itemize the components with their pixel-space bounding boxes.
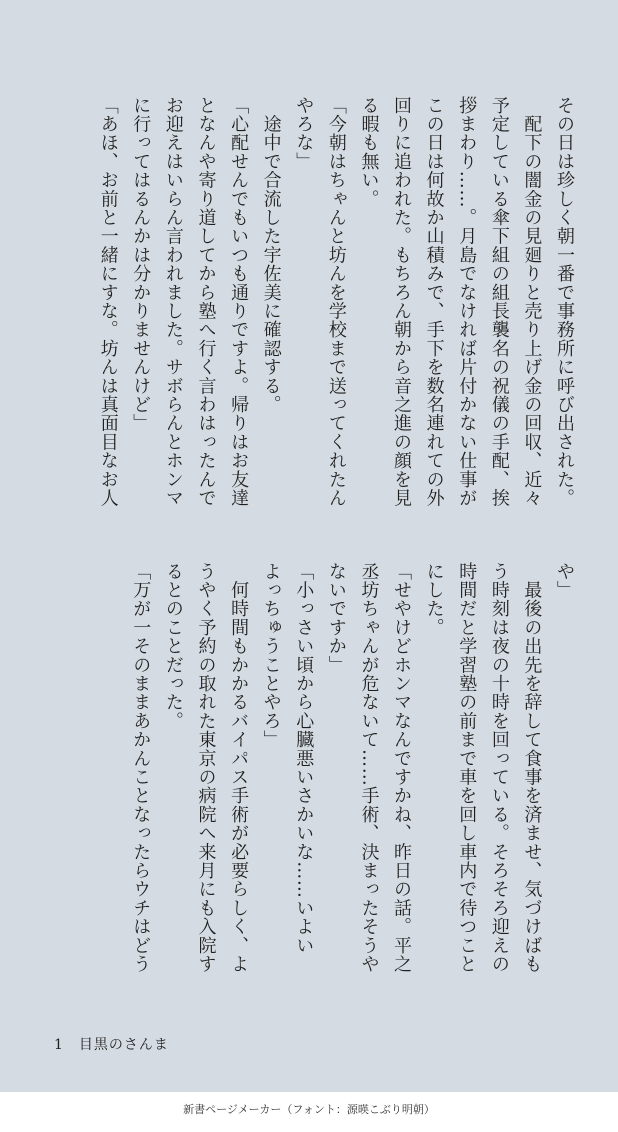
text-column: 拶まわり……。月島でなければ片付かない仕事が bbox=[456, 96, 478, 508]
text-column: 何時間もかかるバイパス手術が必要らしく、よ bbox=[228, 562, 250, 974]
footer-credit: 新書ページメーカー（フォント：源暎こぶり明朝） bbox=[183, 1103, 435, 1116]
text-column: 「あほ、お前と一緒にすな。坊んは真面目なお人 bbox=[97, 96, 119, 508]
text-column: 「心配せんでもいつも通りですよ。帰りはお友達 bbox=[228, 96, 250, 508]
text-column: 「今朝はちゃんと坊んを学校まで送ってくれたん bbox=[325, 96, 347, 508]
text-block-lower bbox=[124, 562, 580, 1012]
text-column: 回りに追われた。もちろん朝から音之進の顔を見 bbox=[391, 96, 413, 508]
text-column: 最後の出先を辞して食事を済ませ、気づけばも bbox=[521, 562, 543, 974]
text-column: 時間だと学習塾の前まで車を回し車内で待つこと bbox=[456, 562, 478, 974]
text-column: るとのことだった。 bbox=[162, 562, 184, 731]
text-column: 丞坊ちゃんが危ないて……手術、決まったそうや bbox=[358, 562, 380, 974]
text-column: よっちゅうことやろ」 bbox=[260, 562, 282, 749]
text-column: 予定している傘下組の組長襲名の祝儀の手配、挨 bbox=[488, 96, 510, 508]
text-column: る暇も無い。 bbox=[358, 96, 380, 209]
text-column: お迎えはいらん言われました。サボらんとホンマ bbox=[162, 96, 184, 508]
text-column: 「小っさい頃から心臓悪いさかいな……いよい bbox=[293, 562, 315, 955]
text-column: 途中で合流した宇佐美に確認する。 bbox=[260, 96, 282, 414]
text-column: 配下の闇金の見廻りと売り上げ金の回収、近々 bbox=[521, 96, 543, 508]
text-column: うやく予約の取れた東京の病院へ来月にも入院す bbox=[195, 562, 217, 974]
text-column: となんや寄り道してから塾へ行く言わはったんで bbox=[195, 96, 217, 508]
page-number: 1 目黒のさんま bbox=[54, 1037, 169, 1053]
text-column: 「万が一そのままあかんことなったらウチはどう bbox=[130, 562, 152, 974]
text-column: や」 bbox=[554, 562, 575, 600]
text-column: この日は何故か山積みで、手下を数名連れての外 bbox=[423, 96, 445, 508]
text-column: う時刻は夜の十時を回っている。そろそろ迎えの bbox=[488, 562, 510, 974]
text-block-upper bbox=[91, 96, 580, 536]
text-column: に行ってはるんかは分かりませんけど」 bbox=[130, 96, 152, 433]
text-column: にした。 bbox=[423, 562, 445, 637]
text-column: 「せやけどホンマなんですかね、昨日の話。平之 bbox=[391, 562, 413, 974]
text-column: やろな」 bbox=[293, 96, 315, 171]
text-column: ないですか」 bbox=[325, 562, 347, 675]
text-column: その日は珍しく朝一番で事務所に呼び出された。 bbox=[554, 96, 575, 508]
